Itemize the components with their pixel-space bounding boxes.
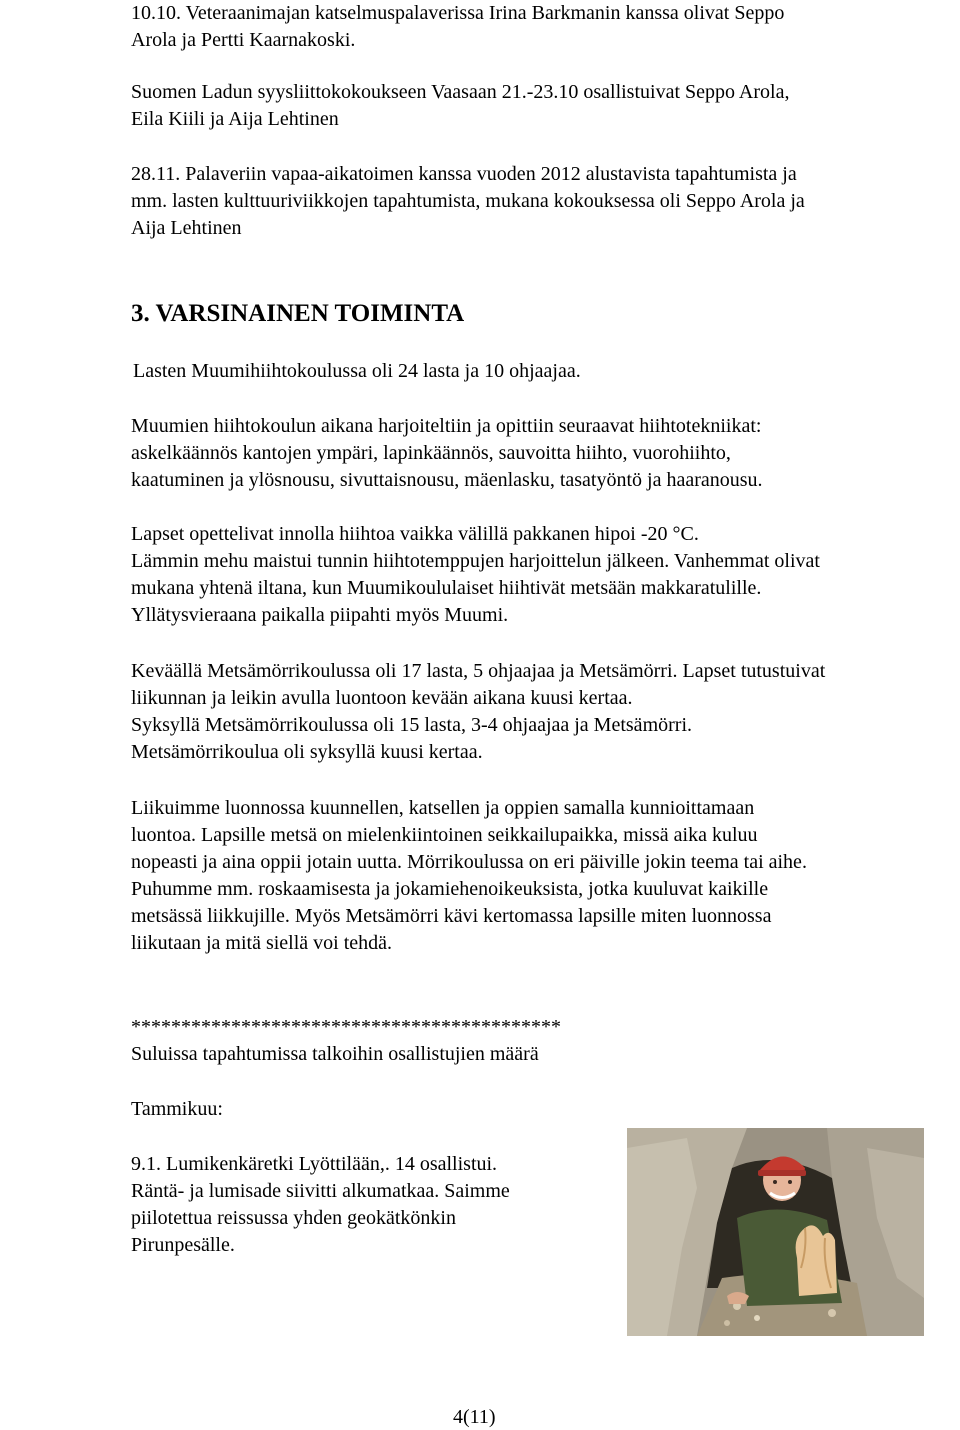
body-5-line-1: Liikuimme luonnossa kuunnellen, katsellen ja oppien samalla kunnioittamaan xyxy=(131,797,755,819)
body-2-line-3: kaatuminen ja ylösnousu, sivuttaisnousu, mäenlasku, tasatyöntö ja haaranousu. xyxy=(131,469,763,491)
meeting-2-line-2: Eila Kiili ja Aija Lehtinen xyxy=(131,108,339,130)
body-paragraph-4 xyxy=(131,658,825,766)
event-paragraph xyxy=(131,1151,510,1259)
meeting-1-line-2: Arola ja Pertti Kaarnakoski. xyxy=(131,29,356,51)
talkoot-title: Suluissa tapahtumissa talkoihin osallistujien määrä xyxy=(131,1043,539,1065)
body-paragraph-2 xyxy=(131,413,763,494)
meeting-paragraph-3 xyxy=(131,161,805,242)
meeting-3-line-1: 28.11. Palaveriin vapaa-aikatoimen kanssa vuoden 2012 alustavista tapahtumista ja xyxy=(131,163,797,185)
event-line-3: piilotettua reissussa yhden geokätkönkin xyxy=(131,1207,456,1229)
meeting-3-line-3: Aija Lehtinen xyxy=(131,217,242,239)
body-4-line-2: liikunnan ja leikin avulla luontoon kevään aikana kuusi kertaa. xyxy=(131,687,633,709)
body-4-line-1: Keväällä Metsämörrikoulussa oli 17 lasta, 5 ohjaajaa ja Metsämörri. Lapset tutustuivat xyxy=(131,660,826,682)
body-4-line-3: Syksyllä Metsämörrikoulussa oli 15 lasta, 3-4 ohjaajaa ja Metsämörri. xyxy=(131,714,692,736)
meeting-1-line-1: 10.10. Veteraanimajan katselmuspalaverissa Irina Barkmanin kanssa olivat Seppo xyxy=(131,2,785,24)
body-5-line-6: liikutaan ja mitä siellä voi tehdä. xyxy=(131,932,393,954)
event-line-1: 9.1. Lumikenkäretki Lyöttilään,. 14 osallistui. xyxy=(131,1153,498,1175)
meeting-paragraph-2 xyxy=(131,79,789,133)
body-3-line-4: Yllätysvieraana paikalla piipahti myös Muumi. xyxy=(131,604,509,626)
month-heading: Tammikuu: xyxy=(131,1098,223,1120)
cave-photo-illustration xyxy=(627,1128,924,1336)
body-3-line-1: Lapset opettelivat innolla hiihtoa vaikka välillä pakkanen hipoi -20 °C. xyxy=(131,523,699,545)
body-5-line-3: nopeasti ja aina oppii jotain uutta. Mörrikoulussa on eri päiville jokin teema tai aihe. xyxy=(131,851,807,873)
event-photo xyxy=(627,1128,924,1336)
body-paragraph-5 xyxy=(131,795,807,957)
event-line-2: Räntä- ja lumisade siivitti alkumatkaa. Saimme xyxy=(131,1180,510,1202)
meeting-paragraph-1 xyxy=(131,0,784,54)
page-number: 4(11) xyxy=(453,1406,496,1428)
separator-asterisks: ******************************************* xyxy=(131,1016,561,1038)
body-2-line-1: Muumien hiihtokoulun aikana harjoiteltiin ja opittiin seuraavat hiihtotekniikat: xyxy=(131,415,762,437)
body-5-line-2: luontoa. Lapsille metsä on mielenkiintoinen seikkailupaikka, missä aika kuluu xyxy=(131,824,758,846)
body-3-line-2: Lämmin mehu maistui tunnin hiihtotemppujen harjoittelun jälkeen. Vanhemmat olivat xyxy=(131,550,820,572)
body-5-line-5: metsässä liikkujille. Myös Metsämörri kävi kertomassa lapsille miten luonnossa xyxy=(131,905,772,927)
body-1-line-1: Lasten Muumihiihtokoulussa oli 24 lasta ja 10 ohjaajaa. xyxy=(133,360,581,382)
body-3-line-3: mukana yhtenä iltana, kun Muumikoululaiset hiihtivät metsään makkaratulille. xyxy=(131,577,762,599)
event-line-4: Pirunpesälle. xyxy=(131,1234,235,1256)
section-heading: 3. VARSINAINEN TOIMINTA xyxy=(131,300,465,327)
body-5-line-4: Puhumme mm. roskaamisesta ja jokamiehenoikeuksista, jotka kuuluvat kaikille xyxy=(131,878,769,900)
body-paragraph-3 xyxy=(131,521,820,629)
body-2-line-2: askelkäännös kantojen ympäri, lapinkäännös, sauvoitta hiihto, vuorohiihto, xyxy=(131,442,731,464)
body-paragraph-1 xyxy=(133,358,581,385)
body-4-line-4: Metsämörrikoulua oli syksyllä kuusi kertaa. xyxy=(131,741,483,763)
meeting-2-line-1: Suomen Ladun syysliittokokoukseen Vaasaan 21.-23.10 osallistuivat Seppo Arola, xyxy=(131,81,790,103)
meeting-3-line-2: mm. lasten kulttuuriviikkojen tapahtumista, mukana kokouksessa oli Seppo Arola ja xyxy=(131,190,805,212)
